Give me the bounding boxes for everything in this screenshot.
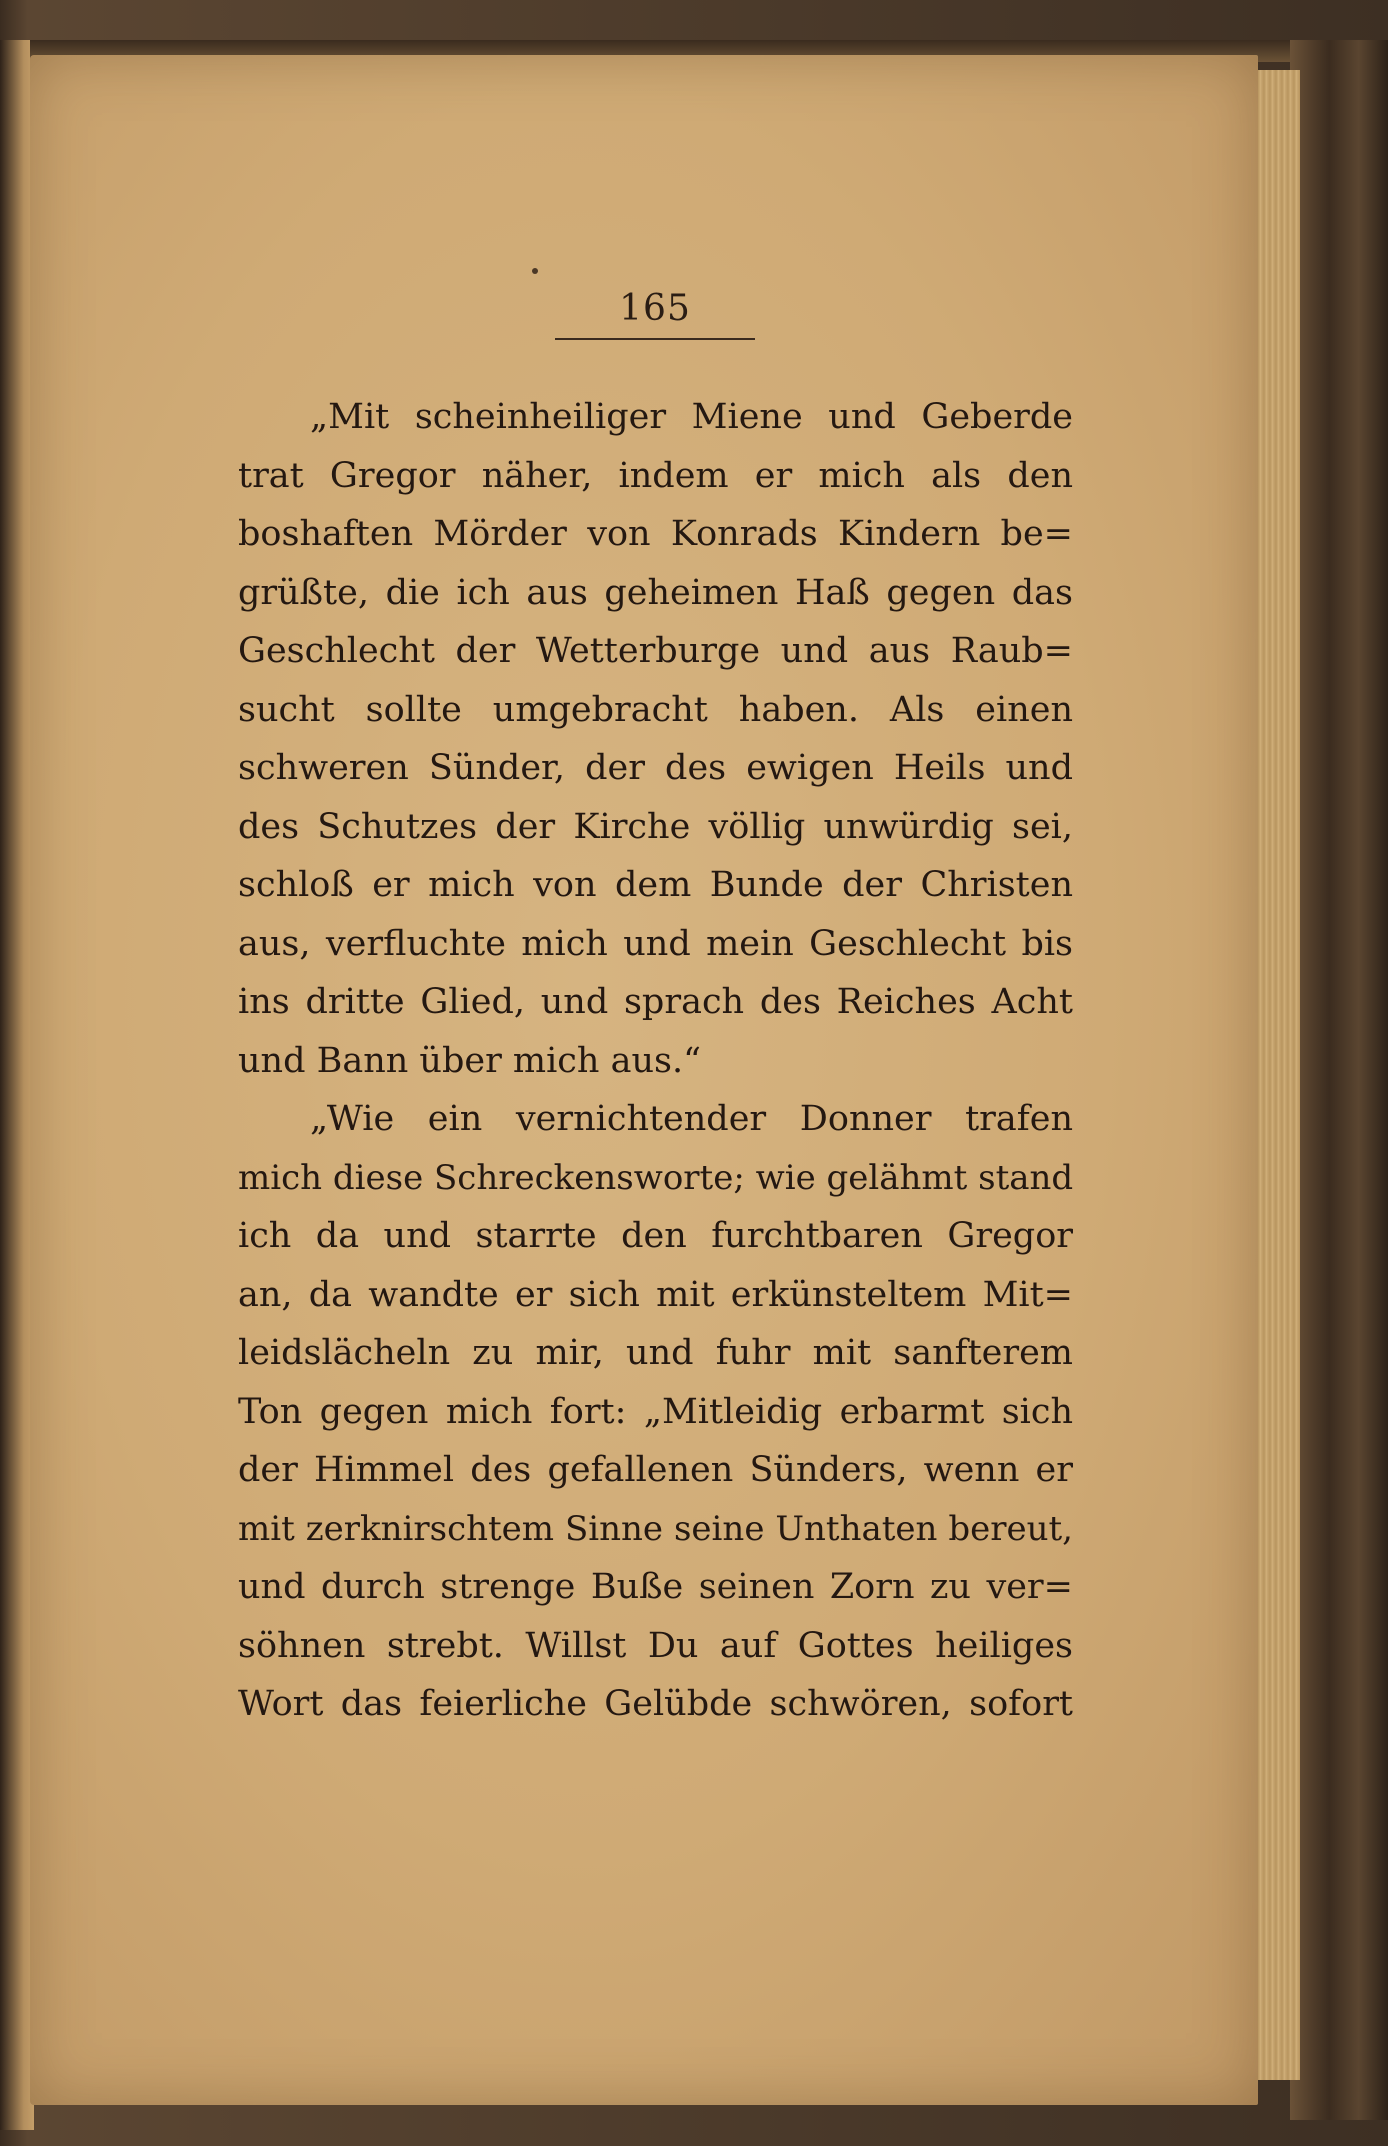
text-line: aus, verfluchte mich und mein Geschlecht bis <box>238 923 1073 964</box>
text-line: Wort das feierliche Gelübde schwören, sofort <box>238 1684 1073 1724</box>
book-cover-edge <box>1290 40 1388 2120</box>
book-gutter <box>0 40 34 2130</box>
text-line: leidslächeln zu mir, und fuhr mit sanfterem <box>238 1333 1073 1373</box>
text-line: Geschlecht der Wetterburge und aus Raub= <box>238 631 1073 671</box>
header-rule <box>555 338 755 340</box>
text-line: mit zerknirschtem Sinne seine Unthaten bereut, <box>238 1508 1073 1549</box>
text-line: schweren Sünder, der des ewigen Heils und <box>238 748 1073 788</box>
text-line: des Schutzes der Kirche völlig unwürdig sei, <box>238 806 1073 847</box>
page-header <box>555 288 755 340</box>
body-text <box>238 388 1073 1734</box>
page-number: 165 <box>619 288 691 329</box>
text-line: mich diese Schreckensworte; wie gelähmt stand <box>238 1157 1074 1198</box>
text-line: trat Gregor näher, indem er mich als den <box>238 455 1073 496</box>
ink-speck <box>532 268 538 274</box>
text-line: grüßte, die ich aus geheimen Haß gegen das <box>238 572 1073 613</box>
text-line: söhnen strebt. Willst Du auf Gottes heiliges <box>238 1625 1073 1666</box>
text-line: ins dritte Glied, und sprach des Reiches Acht <box>238 982 1073 1022</box>
text-line: „Mit scheinheiliger Miene und Geberde <box>310 397 1073 437</box>
text-line: an, da wandte er sich mit erkünsteltem Mit= <box>238 1274 1073 1315</box>
text-line: ich da und starrte den furchtbaren Gregor <box>238 1216 1073 1256</box>
text-line: der Himmel des gefallenen Sünders, wenn er <box>238 1450 1073 1490</box>
text-line: Ton gegen mich fort: „Mitleidig erbarmt sich <box>238 1391 1073 1432</box>
text-line: sucht sollte umgebracht haben. Als einen <box>238 689 1073 730</box>
text-line: „Wie ein vernichtender Donner trafen <box>310 1099 1073 1139</box>
text-line: boshaften Mörder von Konrads Kindern be= <box>238 514 1073 554</box>
page-edges <box>1255 70 1300 2080</box>
text-line: und Bann über mich aus.“ <box>238 1040 701 1081</box>
text-line: und durch strenge Buße seinen Zorn zu ver= <box>238 1567 1073 1607</box>
text-line: schloß er mich von dem Bunde der Christen <box>238 865 1073 905</box>
